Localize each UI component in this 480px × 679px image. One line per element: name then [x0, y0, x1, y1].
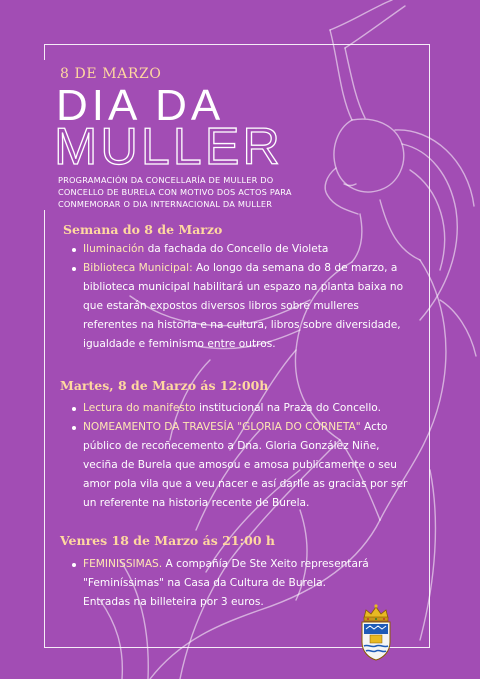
item-text: Ao longo da semana do 8 de marzo, a biblioteca municipal habilitará un espazo na planta baixa no que estarán expostos diversos libros sobre mulleres referentes na historia e na cultura, libros sobre diversidade, igualdade e feminismo entre outros. [83, 262, 404, 350]
item-highlight: FEMINISSIMAS. [83, 558, 163, 570]
item-text: institucional na Praza do Concello. [195, 402, 381, 414]
item-highlight: Biblioteca Municipal: [83, 262, 193, 274]
section-heading-tuesday: Martes, 8 de Marzo ás 12:00h [60, 378, 269, 393]
item-highlight: NOMEAMENTO DA TRAVESÍA "GLORIA DO CORNETA" [83, 421, 361, 433]
list-item [71, 418, 409, 513]
intro-line: CONMEMORAR O DIA INTERNACIONAL DA MULLER [58, 199, 273, 209]
section-list-friday [71, 555, 371, 593]
section-heading-week: Semana do 8 de Marzo [63, 222, 223, 237]
list-item [71, 555, 371, 593]
item-highlight: Lectura do manifesto [83, 402, 196, 414]
frame-gap [40, 60, 50, 210]
burela-coat-of-arms-icon [356, 602, 396, 662]
section-heading-friday: Venres 18 de Marzo ás 21:00 h [60, 533, 275, 548]
intro-line: CONCELLO DE BURELA CON MOTIVO DOS ACTOS PARA [58, 187, 292, 197]
event-date: 8 DE MARZO [60, 66, 162, 82]
section-list-tuesday [71, 399, 409, 513]
intro-line: PROGRAMACIÓN DA CONCELLARÍA DE MULLER DO [58, 175, 274, 185]
list-item [71, 259, 409, 354]
item-text: da fachada do Concello de Violeta [144, 243, 329, 255]
list-item [71, 240, 409, 259]
title-line-2: MULLER [54, 118, 283, 176]
title-line-1: DIA DA [56, 81, 225, 130]
intro-text [58, 174, 358, 210]
ticket-note: Entradas na billeteira por 3 euros. [83, 596, 264, 608]
item-text: A compañía De Ste Xeito representará "Feminíssimas" na Casa da Cultura de Burela. [83, 558, 369, 589]
item-text: Acto público de recoñecemento a Dna. Gloria González Niñe, veciña de Burela que amosou e amosa publicamente o seu amor pola vila que a veu nacer e así darlle as gracias por ser un referente na historia recente de Burela. [83, 421, 408, 509]
section-list-week [71, 240, 409, 354]
list-item [71, 399, 409, 418]
item-highlight: Iluminación [83, 243, 145, 255]
